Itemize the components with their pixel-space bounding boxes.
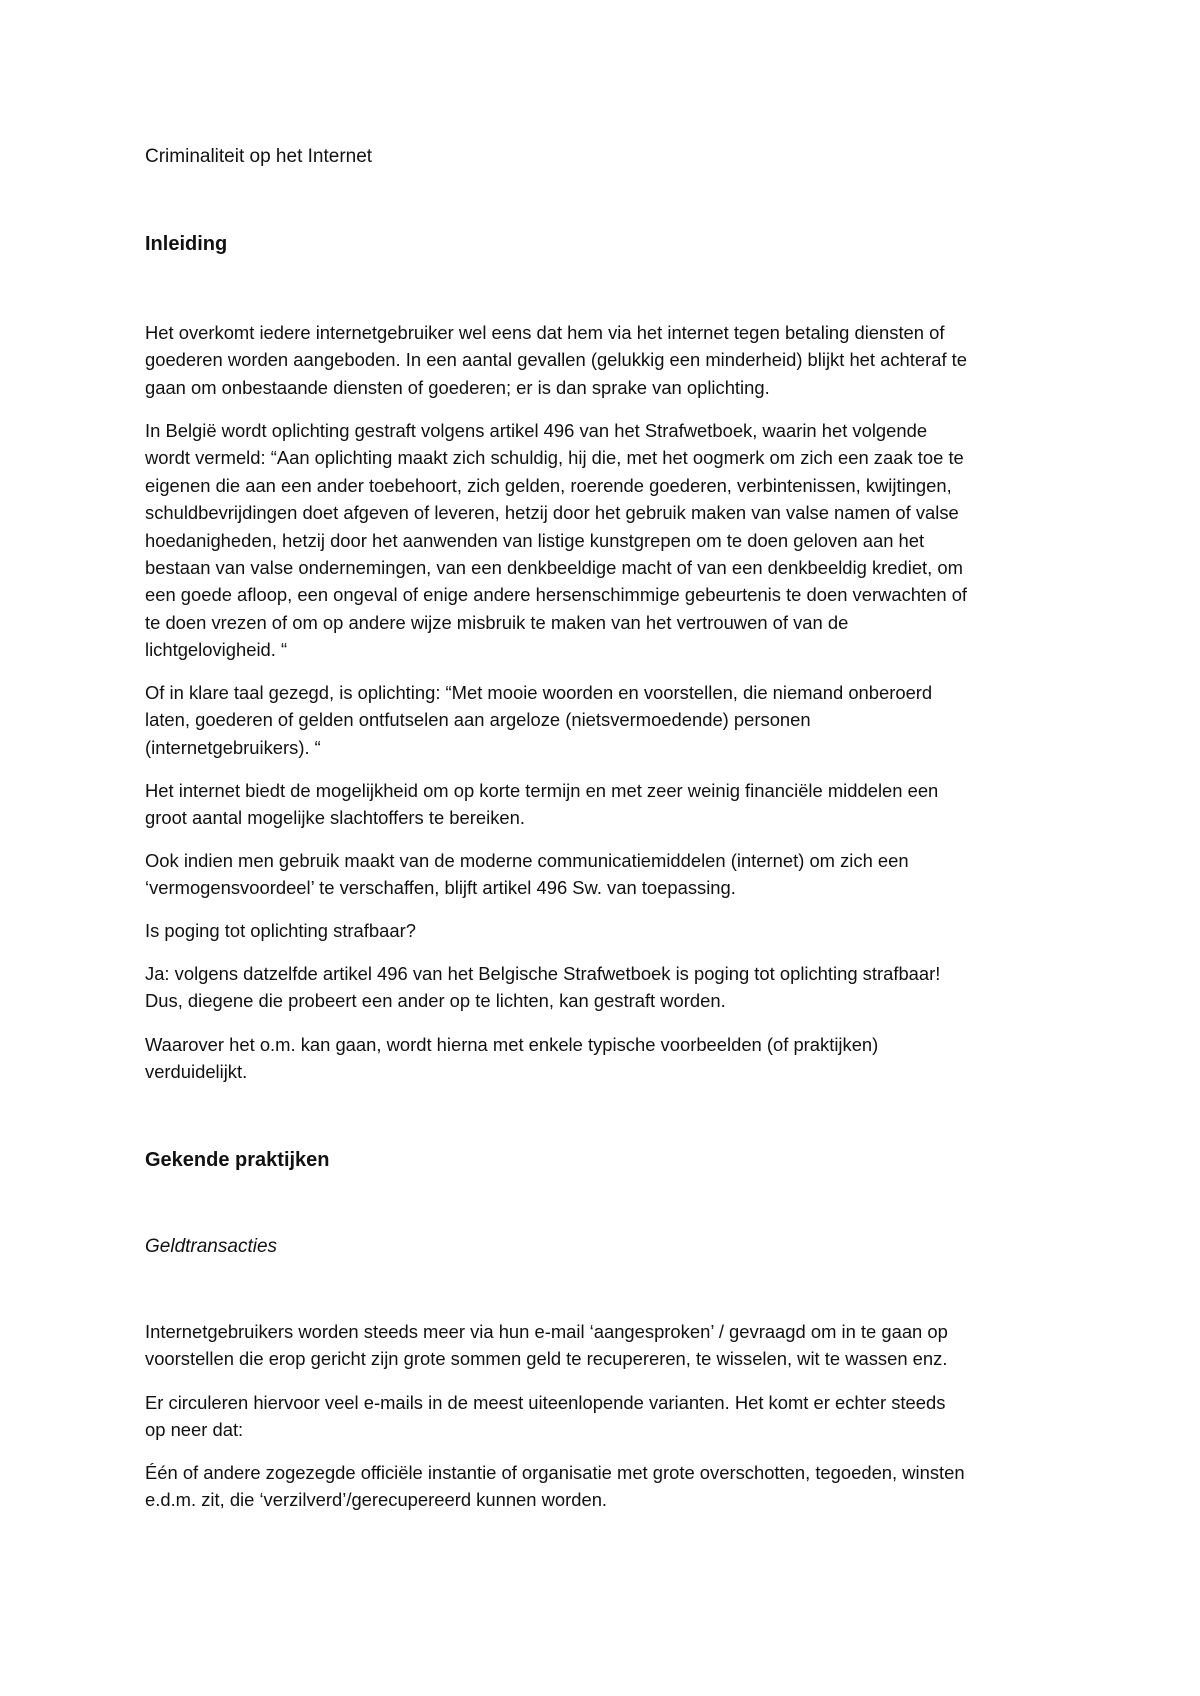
text-line: Is poging tot oplichting strafbaar? [145,920,416,941]
document-title: Criminaliteit op het Internet [145,146,373,167]
text-line: schuldbevrijdingen doet afgeven of leveren, hetzij door het gebruik maken van valse namen of valse [145,502,959,524]
paragraph-internet [145,777,1065,832]
text-line: Het internet biedt de mogelijkheid om op korte termijn en met zeer weinig financiële middelen een [145,780,939,801]
text-line: voorstellen die erop gericht zijn grote sommen geld te recupereren, te wisselen, wit te wassen enz. [145,1348,948,1370]
text-line: groot aantal mogelijke slachtoffers te bereiken. [145,807,525,829]
heading-gekende-praktijken: Gekende praktijken [145,1149,330,1171]
text-line: eigenen die aan een ander toebehoort, zich gelden, roerende goederen, verbintenissen, kwijtingen, [145,474,952,496]
text-line: Of in klare taal gezegd, is oplichting: “Met mooie woorden en voorstellen, die niemand onberoerd [145,682,933,703]
text-line: goederen worden aangeboden. In een aantal gevallen (gelukkig een minderheid) blijkt het achteraf te [145,349,968,371]
paragraph-internetgebruikers [145,1318,1065,1373]
paragraph-communicatiemiddelen [145,847,1065,902]
text-line: te doen vrezen of om op andere wijze misbruik te maken van het vertrouwen of van de [145,611,849,633]
text-line: Waarover het o.m. kan gaan, wordt hierna met enkele typische voorbeelden (of praktijken) [145,1034,879,1055]
paragraph-klare-taal [145,679,1065,761]
text-line: Één of andere zogezegde officiële instantie of organisatie met grote overschotten, tegoeden, winsten [145,1462,965,1483]
text-line: (internetgebruikers). “ [145,736,321,758]
text-line: op neer dat: [145,1419,244,1441]
text-line: e.d.m. zit, die ‘verzilverd’/gerecupereerd kunnen worden. [145,1489,608,1511]
text-line: wordt vermeld: “Aan oplichting maakt zich schuldig, hij die, met het oogmerk om zich een zaak toe te [145,447,964,469]
text-line: gaan om onbestaande diensten of goederen; er is dan sprake van oplichting. [145,376,770,398]
paragraph-article-496 [145,417,1065,664]
text-line: bestaan van valse ondernemingen, van een denkbeeldige macht of van een denkbeeldig krediet, om [145,557,963,579]
paragraph-question [145,917,1065,944]
text-line: Het overkomt iedere internetgebruiker wel eens dat hem via het internet tegen betaling diensten of [145,322,945,343]
text-line: Internetgebruikers worden steeds meer via hun e-mail ‘aangesproken’ / gevraagd om in te gaan op [145,1321,948,1342]
text-line: In België wordt oplichting gestraft volgens artikel 496 van het Strafwetboek, waarin het volgende [145,420,928,441]
text-line: Er circuleren hiervoor veel e-mails in de meest uiteenlopende varianten. Het komt er echter steeds [145,1392,946,1413]
text-line: lichtgelovigheid. “ [145,639,288,661]
text-line: Dus, diegene die probeert een ander op te lichten, kan gestraft worden. [145,990,726,1012]
subheading-geldtransacties: Geldtransacties [145,1236,278,1257]
heading-inleiding: Inleiding [145,233,228,255]
text-line: Ook indien men gebruik maakt van de moderne communicatiemiddelen (internet) om zich een [145,850,909,871]
paragraph-instantie [145,1459,1065,1514]
text-line: Ja: volgens datzelfde artikel 496 van het Belgische Strafwetboek is poging tot oplichting strafbaar! [145,963,941,984]
text-line: ‘vermogensvoordeel’ te verschaffen, blijft artikel 496 Sw. van toepassing. [145,877,736,899]
paragraph-intro [145,319,1065,401]
paragraph-answer [145,960,1065,1015]
paragraph-emails [145,1389,1065,1444]
text-line: een goede afloop, een ongeval of enige andere hersenschimmige gebeurtenis te doen verwachten of [145,584,968,606]
text-line: laten, goederen of gelden ontfutselen aan argeloze (nietsvermoedende) personen [145,709,811,731]
text-line: verduidelijkt. [145,1061,248,1083]
text-line: hoedanigheden, hetzij door het aanwenden van listige kunstgrepen om te doen geloven aan het [145,529,925,551]
paragraph-voorbeelden [145,1031,1065,1086]
